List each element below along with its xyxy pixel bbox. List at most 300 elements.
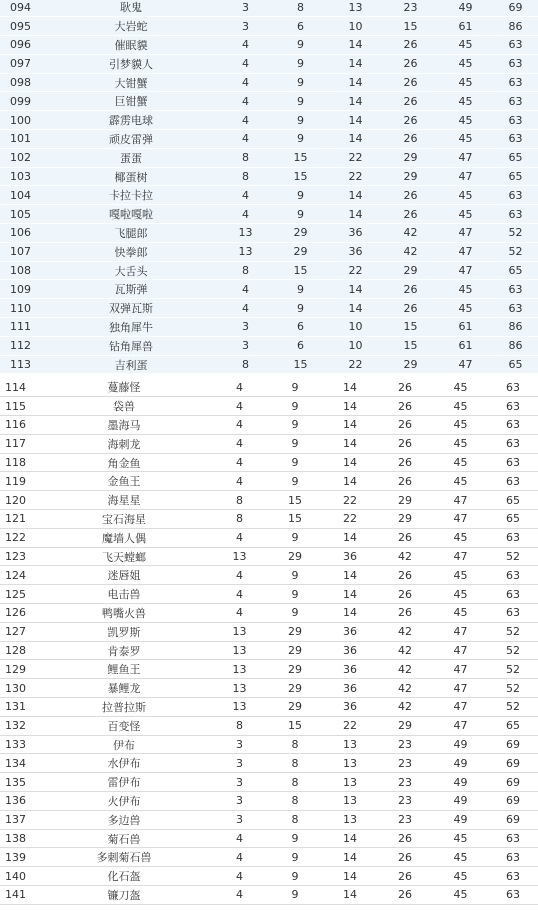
index-cell: 111 bbox=[10, 318, 44, 337]
stat-cell: 63 bbox=[488, 604, 538, 623]
stat-cell: 36 bbox=[328, 224, 383, 243]
stat-cell: 65 bbox=[488, 510, 538, 529]
index-cell: 131 bbox=[0, 698, 36, 717]
stat-cell: 13 bbox=[218, 224, 273, 243]
index-cell: 121 bbox=[0, 510, 36, 529]
stat-cell: 69 bbox=[488, 754, 538, 773]
row-indent bbox=[0, 36, 10, 55]
stat-cell: 29 bbox=[377, 716, 433, 735]
index-cell: 135 bbox=[0, 773, 36, 792]
stat-cell: 15 bbox=[273, 148, 328, 167]
row-indent bbox=[0, 261, 10, 280]
stat-cell: 10 bbox=[328, 17, 383, 36]
index-cell: 113 bbox=[10, 355, 44, 374]
stat-cell: 22 bbox=[328, 167, 383, 186]
stat-cell: 8 bbox=[218, 148, 273, 167]
stat-cell: 63 bbox=[493, 130, 538, 149]
stat-cell: 4 bbox=[212, 472, 267, 491]
stat-cell: 23 bbox=[383, 0, 438, 17]
stat-cell: 4 bbox=[218, 130, 273, 149]
table-row bbox=[0, 547, 538, 566]
stat-cell: 65 bbox=[493, 355, 538, 374]
stat-cell: 13 bbox=[212, 641, 267, 660]
stat-cell: 63 bbox=[488, 829, 538, 848]
table-row bbox=[0, 242, 538, 261]
name-cell: 吉利蛋 bbox=[44, 355, 218, 374]
stat-cell: 36 bbox=[323, 622, 377, 641]
stat-cell: 4 bbox=[218, 299, 273, 318]
stat-cell: 63 bbox=[493, 92, 538, 111]
stat-cell: 52 bbox=[488, 547, 538, 566]
name-cell: 大岩蛇 bbox=[44, 17, 218, 36]
stat-cell: 45 bbox=[433, 416, 488, 435]
stat-cell: 26 bbox=[377, 867, 433, 886]
stat-cell: 4 bbox=[212, 434, 267, 453]
stat-cell: 3 bbox=[212, 792, 267, 811]
index-cell: 140 bbox=[0, 867, 36, 886]
stat-cell: 63 bbox=[488, 867, 538, 886]
stat-cell: 8 bbox=[212, 510, 267, 529]
stat-cell: 26 bbox=[383, 205, 438, 224]
stat-cell: 6 bbox=[273, 318, 328, 337]
stat-cell: 4 bbox=[212, 416, 267, 435]
stat-cell: 8 bbox=[212, 716, 267, 735]
index-cell: 109 bbox=[10, 280, 44, 299]
stat-cell: 15 bbox=[383, 336, 438, 355]
stat-cell: 4 bbox=[212, 528, 267, 547]
lower-table-body bbox=[0, 378, 538, 904]
name-cell: 霹雳电球 bbox=[44, 111, 218, 130]
table-row bbox=[0, 453, 538, 472]
stat-cell: 14 bbox=[328, 299, 383, 318]
row-indent bbox=[0, 318, 10, 337]
name-cell: 海星星 bbox=[36, 491, 212, 510]
stat-cell: 63 bbox=[488, 434, 538, 453]
name-cell: 蛋蛋 bbox=[44, 148, 218, 167]
name-cell: 角金鱼 bbox=[36, 453, 212, 472]
name-cell: 大钳蟹 bbox=[44, 73, 218, 92]
stat-cell: 9 bbox=[267, 416, 323, 435]
table-row bbox=[0, 886, 538, 905]
stat-cell: 23 bbox=[377, 735, 433, 754]
index-cell: 097 bbox=[10, 54, 44, 73]
table-row bbox=[0, 810, 538, 829]
stat-cell: 3 bbox=[212, 810, 267, 829]
table-row bbox=[0, 472, 538, 491]
row-indent bbox=[0, 73, 10, 92]
stat-cell: 47 bbox=[433, 510, 488, 529]
stat-cell: 45 bbox=[438, 205, 493, 224]
stat-cell: 45 bbox=[433, 886, 488, 905]
name-cell: 袋兽 bbox=[36, 397, 212, 416]
stat-cell: 13 bbox=[323, 773, 377, 792]
stat-cell: 8 bbox=[273, 0, 328, 17]
table-row bbox=[0, 17, 538, 36]
stat-cell: 9 bbox=[267, 886, 323, 905]
stat-cell: 45 bbox=[433, 867, 488, 886]
table-row bbox=[0, 0, 538, 17]
stat-cell: 9 bbox=[267, 566, 323, 585]
index-cell: 123 bbox=[0, 547, 36, 566]
stat-cell: 13 bbox=[323, 754, 377, 773]
stat-cell: 45 bbox=[433, 378, 488, 397]
stat-cell: 36 bbox=[323, 698, 377, 717]
index-cell: 134 bbox=[0, 754, 36, 773]
stat-cell: 9 bbox=[273, 280, 328, 299]
stat-cell: 45 bbox=[433, 848, 488, 867]
stat-cell: 4 bbox=[212, 829, 267, 848]
row-indent bbox=[0, 130, 10, 149]
stat-cell: 65 bbox=[488, 491, 538, 510]
stat-cell: 9 bbox=[267, 528, 323, 547]
stat-cell: 45 bbox=[438, 54, 493, 73]
table-row bbox=[0, 622, 538, 641]
index-cell: 132 bbox=[0, 716, 36, 735]
table-row bbox=[0, 261, 538, 280]
stat-cell: 15 bbox=[383, 17, 438, 36]
index-cell: 117 bbox=[0, 434, 36, 453]
stat-cell: 36 bbox=[328, 242, 383, 261]
index-cell: 107 bbox=[10, 242, 44, 261]
table-row bbox=[0, 92, 538, 111]
index-cell: 114 bbox=[0, 378, 36, 397]
stat-cell: 26 bbox=[377, 434, 433, 453]
stat-cell: 26 bbox=[383, 92, 438, 111]
stat-cell: 9 bbox=[267, 829, 323, 848]
row-indent bbox=[0, 148, 10, 167]
stat-cell: 6 bbox=[273, 336, 328, 355]
stat-cell: 29 bbox=[383, 261, 438, 280]
stat-cell: 13 bbox=[212, 679, 267, 698]
stat-cell: 63 bbox=[488, 848, 538, 867]
stat-cell: 86 bbox=[493, 318, 538, 337]
stat-cell: 29 bbox=[267, 547, 323, 566]
table-row bbox=[0, 716, 538, 735]
name-cell: 耿鬼 bbox=[44, 0, 218, 17]
stat-cell: 26 bbox=[377, 416, 433, 435]
name-cell: 快拳郎 bbox=[44, 242, 218, 261]
row-indent bbox=[0, 186, 10, 205]
name-cell: 电击兽 bbox=[36, 585, 212, 604]
stat-cell: 3 bbox=[218, 0, 273, 17]
stat-cell: 6 bbox=[273, 17, 328, 36]
index-cell: 094 bbox=[10, 0, 44, 17]
stat-cell: 4 bbox=[218, 111, 273, 130]
stat-cell: 22 bbox=[328, 148, 383, 167]
stat-cell: 47 bbox=[438, 355, 493, 374]
table-row bbox=[0, 299, 538, 318]
stat-cell: 63 bbox=[493, 186, 538, 205]
table-row bbox=[0, 54, 538, 73]
stat-cell: 86 bbox=[493, 17, 538, 36]
index-cell: 119 bbox=[0, 472, 36, 491]
name-cell: 鲤鱼王 bbox=[36, 660, 212, 679]
index-cell: 126 bbox=[0, 604, 36, 623]
stat-cell: 52 bbox=[488, 679, 538, 698]
table-row bbox=[0, 585, 538, 604]
stat-cell: 52 bbox=[488, 641, 538, 660]
stat-cell: 29 bbox=[383, 355, 438, 374]
table-row bbox=[0, 36, 538, 55]
name-cell: 飞天螳螂 bbox=[36, 547, 212, 566]
stat-cell: 47 bbox=[438, 148, 493, 167]
stat-cell: 47 bbox=[438, 261, 493, 280]
stat-cell: 14 bbox=[328, 111, 383, 130]
table-row bbox=[0, 660, 538, 679]
index-cell: 122 bbox=[0, 528, 36, 547]
stat-cell: 36 bbox=[323, 660, 377, 679]
stat-cell: 47 bbox=[433, 547, 488, 566]
stat-cell: 9 bbox=[267, 585, 323, 604]
stat-cell: 61 bbox=[438, 336, 493, 355]
stat-cell: 65 bbox=[488, 716, 538, 735]
stat-cell: 23 bbox=[377, 773, 433, 792]
name-cell: 独角犀牛 bbox=[44, 318, 218, 337]
stat-cell: 9 bbox=[267, 867, 323, 886]
stat-cell: 4 bbox=[218, 92, 273, 111]
stat-cell: 9 bbox=[273, 36, 328, 55]
stat-cell: 26 bbox=[383, 36, 438, 55]
stat-cell: 26 bbox=[377, 604, 433, 623]
table-row bbox=[0, 148, 538, 167]
stat-cell: 29 bbox=[273, 242, 328, 261]
stat-cell: 13 bbox=[323, 792, 377, 811]
name-cell: 多刺菊石兽 bbox=[36, 848, 212, 867]
index-cell: 128 bbox=[0, 641, 36, 660]
stat-cell: 26 bbox=[383, 280, 438, 299]
name-cell: 金鱼王 bbox=[36, 472, 212, 491]
stat-cell: 65 bbox=[493, 167, 538, 186]
row-indent bbox=[0, 0, 10, 17]
stat-cell: 3 bbox=[212, 735, 267, 754]
table-row bbox=[0, 434, 538, 453]
name-cell: 镰刀盔 bbox=[36, 886, 212, 905]
stat-cell: 14 bbox=[323, 585, 377, 604]
index-cell: 104 bbox=[10, 186, 44, 205]
stat-cell: 65 bbox=[493, 148, 538, 167]
stat-cell: 14 bbox=[323, 378, 377, 397]
stat-cell: 45 bbox=[438, 36, 493, 55]
name-cell: 鸭嘴火兽 bbox=[36, 604, 212, 623]
stat-cell: 9 bbox=[267, 453, 323, 472]
table-row bbox=[0, 280, 538, 299]
stat-cell: 14 bbox=[328, 186, 383, 205]
table-row bbox=[0, 754, 538, 773]
stat-cell: 3 bbox=[212, 773, 267, 792]
stat-cell: 15 bbox=[273, 167, 328, 186]
stat-cell: 22 bbox=[323, 491, 377, 510]
stat-cell: 13 bbox=[212, 622, 267, 641]
stat-cell: 61 bbox=[438, 17, 493, 36]
stat-cell: 4 bbox=[212, 886, 267, 905]
stat-cell: 4 bbox=[218, 54, 273, 73]
index-cell: 108 bbox=[10, 261, 44, 280]
stat-cell: 15 bbox=[273, 261, 328, 280]
index-cell: 130 bbox=[0, 679, 36, 698]
name-cell: 化石盔 bbox=[36, 867, 212, 886]
stat-cell: 69 bbox=[493, 0, 538, 17]
stat-cell: 3 bbox=[218, 336, 273, 355]
name-cell: 催眠貘 bbox=[44, 36, 218, 55]
stat-cell: 63 bbox=[488, 397, 538, 416]
table-row bbox=[0, 397, 538, 416]
stat-cell: 45 bbox=[438, 299, 493, 318]
index-cell: 115 bbox=[0, 397, 36, 416]
index-cell: 099 bbox=[10, 92, 44, 111]
table-row bbox=[0, 318, 538, 337]
stat-cell: 42 bbox=[377, 547, 433, 566]
stat-cell: 36 bbox=[323, 641, 377, 660]
table-row bbox=[0, 355, 538, 374]
table-row bbox=[0, 867, 538, 886]
index-cell: 101 bbox=[10, 130, 44, 149]
stat-cell: 9 bbox=[273, 186, 328, 205]
stat-cell: 47 bbox=[433, 716, 488, 735]
stat-cell: 63 bbox=[488, 585, 538, 604]
stat-cell: 22 bbox=[323, 716, 377, 735]
stat-cell: 26 bbox=[377, 886, 433, 905]
stat-cell: 63 bbox=[493, 36, 538, 55]
stat-cell: 45 bbox=[433, 453, 488, 472]
table-row bbox=[0, 698, 538, 717]
name-cell: 凯罗斯 bbox=[36, 622, 212, 641]
stat-cell: 14 bbox=[328, 280, 383, 299]
name-cell: 暴鲤龙 bbox=[36, 679, 212, 698]
stat-cell: 3 bbox=[218, 17, 273, 36]
stat-cell: 23 bbox=[377, 810, 433, 829]
stat-cell: 9 bbox=[267, 848, 323, 867]
stat-cell: 8 bbox=[267, 754, 323, 773]
table-row bbox=[0, 848, 538, 867]
stat-cell: 45 bbox=[433, 434, 488, 453]
stat-cell: 86 bbox=[493, 336, 538, 355]
stat-cell: 47 bbox=[433, 660, 488, 679]
stat-cell: 36 bbox=[323, 547, 377, 566]
index-cell: 116 bbox=[0, 416, 36, 435]
table-row bbox=[0, 336, 538, 355]
row-indent bbox=[0, 205, 10, 224]
row-indent bbox=[0, 336, 10, 355]
stat-cell: 14 bbox=[328, 92, 383, 111]
index-cell: 106 bbox=[10, 224, 44, 243]
stat-cell: 9 bbox=[267, 472, 323, 491]
name-cell: 魔墙人偶 bbox=[36, 528, 212, 547]
stats-table-lower bbox=[0, 378, 538, 905]
stat-cell: 14 bbox=[323, 829, 377, 848]
index-cell: 139 bbox=[0, 848, 36, 867]
name-cell: 迷唇姐 bbox=[36, 566, 212, 585]
stat-cell: 63 bbox=[493, 280, 538, 299]
name-cell: 蔓藤怪 bbox=[36, 378, 212, 397]
table-row bbox=[0, 111, 538, 130]
name-cell: 嘎啦嘎啦 bbox=[44, 205, 218, 224]
stat-cell: 47 bbox=[438, 167, 493, 186]
stat-cell: 22 bbox=[328, 355, 383, 374]
name-cell: 海刺龙 bbox=[36, 434, 212, 453]
stat-cell: 8 bbox=[218, 261, 273, 280]
stat-cell: 42 bbox=[377, 679, 433, 698]
stat-cell: 14 bbox=[323, 528, 377, 547]
stat-cell: 22 bbox=[323, 510, 377, 529]
stat-cell: 69 bbox=[488, 810, 538, 829]
stat-cell: 42 bbox=[377, 641, 433, 660]
stat-cell: 8 bbox=[267, 792, 323, 811]
stat-cell: 8 bbox=[218, 167, 273, 186]
stat-cell: 4 bbox=[212, 566, 267, 585]
index-cell: 112 bbox=[10, 336, 44, 355]
stat-cell: 3 bbox=[218, 318, 273, 337]
stat-cell: 29 bbox=[267, 698, 323, 717]
stat-cell: 47 bbox=[433, 641, 488, 660]
stat-cell: 23 bbox=[377, 754, 433, 773]
name-cell: 瓦斯弹 bbox=[44, 280, 218, 299]
upper-table-body bbox=[0, 0, 538, 374]
stat-cell: 45 bbox=[433, 604, 488, 623]
stat-cell: 63 bbox=[488, 886, 538, 905]
table-row bbox=[0, 416, 538, 435]
stat-cell: 42 bbox=[377, 660, 433, 679]
stat-cell: 26 bbox=[377, 566, 433, 585]
table-row bbox=[0, 167, 538, 186]
stat-cell: 8 bbox=[267, 735, 323, 754]
index-cell: 133 bbox=[0, 735, 36, 754]
stat-cell: 26 bbox=[377, 378, 433, 397]
stat-cell: 14 bbox=[323, 867, 377, 886]
stat-cell: 45 bbox=[433, 397, 488, 416]
stat-cell: 45 bbox=[433, 585, 488, 604]
stat-cell: 47 bbox=[433, 622, 488, 641]
stat-cell: 63 bbox=[493, 111, 538, 130]
stat-cell: 26 bbox=[383, 54, 438, 73]
stat-cell: 63 bbox=[488, 453, 538, 472]
stat-cell: 29 bbox=[267, 622, 323, 641]
stat-cell: 9 bbox=[273, 299, 328, 318]
table-row bbox=[0, 510, 538, 529]
stat-cell: 63 bbox=[493, 299, 538, 318]
stat-cell: 52 bbox=[488, 622, 538, 641]
table-row bbox=[0, 186, 538, 205]
stat-cell: 45 bbox=[438, 92, 493, 111]
stat-cell: 4 bbox=[212, 848, 267, 867]
stat-cell: 14 bbox=[328, 205, 383, 224]
stat-cell: 14 bbox=[323, 472, 377, 491]
stat-cell: 22 bbox=[328, 261, 383, 280]
stat-cell: 4 bbox=[212, 378, 267, 397]
stat-cell: 8 bbox=[267, 810, 323, 829]
name-cell: 墨海马 bbox=[36, 416, 212, 435]
table-row bbox=[0, 679, 538, 698]
stat-cell: 63 bbox=[488, 566, 538, 585]
stat-cell: 52 bbox=[488, 698, 538, 717]
stat-cell: 29 bbox=[383, 148, 438, 167]
index-cell: 136 bbox=[0, 792, 36, 811]
stat-cell: 26 bbox=[377, 453, 433, 472]
stat-cell: 69 bbox=[488, 792, 538, 811]
index-cell: 137 bbox=[0, 810, 36, 829]
stats-table-upper bbox=[0, 0, 538, 374]
index-cell: 125 bbox=[0, 585, 36, 604]
stat-cell: 26 bbox=[383, 186, 438, 205]
name-cell: 菊石兽 bbox=[36, 829, 212, 848]
stat-cell: 52 bbox=[493, 242, 538, 261]
index-cell: 138 bbox=[0, 829, 36, 848]
stat-cell: 8 bbox=[212, 491, 267, 510]
name-cell: 多边兽 bbox=[36, 810, 212, 829]
stat-cell: 13 bbox=[323, 735, 377, 754]
index-cell: 141 bbox=[0, 886, 36, 905]
table-row bbox=[0, 773, 538, 792]
stat-cell: 47 bbox=[438, 242, 493, 261]
